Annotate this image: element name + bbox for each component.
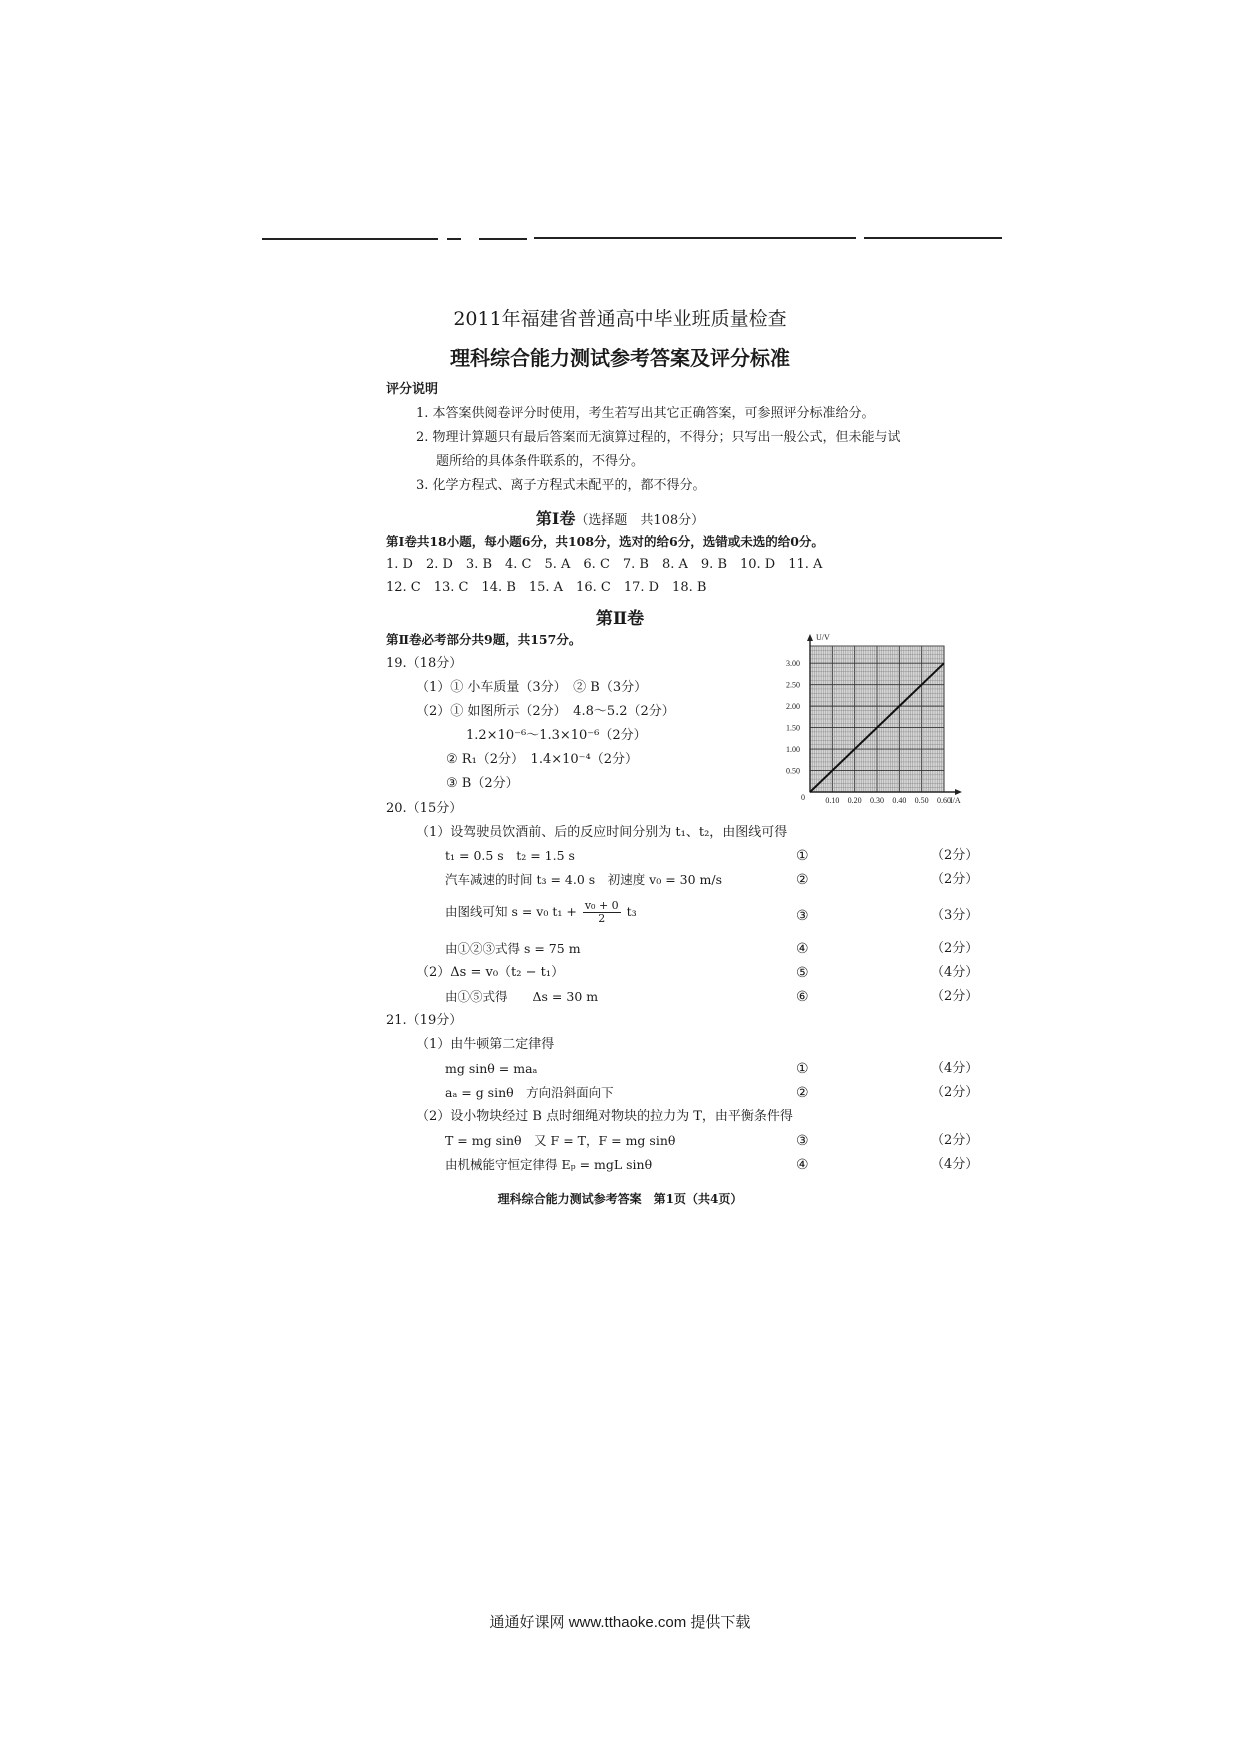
y-tick-label: 1.00 — [786, 745, 800, 755]
origin-label: 0 — [801, 793, 805, 802]
q21-part-2: （2）设小物块经过 B 点时细绳对物块的拉力为 T，由平衡条件得 — [416, 1109, 793, 1124]
y-tick-label: 1.50 — [786, 723, 800, 733]
q19-line-4: ② R₁（2分） 1.4×10⁻⁴（2分） — [446, 752, 639, 767]
document-subtitle: 理科综合能力测试参考答案及评分标准 — [450, 346, 790, 370]
q20-eq-1-score: （2分） — [931, 848, 979, 863]
q20-eq-2-score: （2分） — [931, 872, 979, 887]
q21-part-1: （1）由牛顿第二定律得 — [416, 1037, 555, 1052]
x-axis-label: I/A — [950, 796, 961, 805]
q21-eq-4: 由机械能守恒定律得 Eₚ = mgL sinθ — [445, 1157, 653, 1172]
y-tick-label: 3.00 — [786, 659, 800, 669]
q20-eq-4-number: ④ — [796, 941, 809, 957]
q21-eq-1-number: ① — [796, 1061, 809, 1077]
q19-heading: 19.（18分） — [386, 656, 463, 671]
note-item-1: 1. 本答案供阅卷评分时使用，考生若写出其它正确答案，可参照评分标准给分。 — [416, 406, 875, 421]
q20-eq-3-number: ③ — [796, 908, 809, 924]
q21-eq-1: mg sinθ = maₐ — [445, 1061, 538, 1076]
q20-eq-6-number: ⑥ — [796, 989, 809, 1005]
volume-2-title: 第Ⅱ卷 — [595, 609, 645, 629]
answer-row-1: 1. D 2. D 3. B 4. C 5. A 6. C 7. B 8. A 9. B 10. D 11. A — [386, 557, 823, 572]
document-title: 2011年福建省普通高中毕业班质量检查 — [453, 308, 787, 330]
q20-eq-2-number: ② — [796, 872, 809, 888]
x-tick-label: 0.50 — [914, 796, 929, 805]
download-credit: 通通好课网 www.tthaoke.com 提供下载 — [489, 1614, 751, 1631]
q21-eq-3: T = mg sinθ 又 F = T，F = mg sinθ — [445, 1133, 676, 1148]
volume-1-heading — [0, 506, 1240, 529]
q20-heading: 20.（15分） — [386, 801, 463, 816]
graph-grid — [810, 646, 944, 792]
q20-eq-5-number: ⑤ — [796, 965, 809, 981]
q20-part-2: （2）Δs = v₀（t₂ − t₁） — [416, 965, 565, 980]
q21-eq-1-score: （4分） — [931, 1061, 979, 1076]
q20-eq-6: 由①⑤式得 Δs = 30 m — [445, 989, 599, 1004]
y-tick-label: 2.50 — [786, 680, 800, 690]
q20-eq-1-number: ① — [796, 848, 809, 864]
q21-eq-3-score: （2分） — [931, 1133, 979, 1148]
q21-eq-2-number: ② — [796, 1085, 809, 1101]
y-axis-label: U/V — [816, 633, 830, 642]
q20-eq-1: t₁ = 0.5 s t₂ = 1.5 s — [445, 848, 575, 863]
q20-eq-6-score: （2分） — [931, 989, 979, 1004]
x-tick-label: 0.40 — [892, 796, 907, 805]
q20-eq-4: 由①②③式得 s = 75 m — [445, 941, 581, 956]
q19-line-1: （1）① 小车质量（3分） ② B（3分） — [416, 680, 648, 695]
q19-line-5: ③ B（2分） — [446, 776, 519, 791]
q20-eq-5-score: （4分） — [931, 965, 979, 980]
q20-eq-3-rhs: t₃ — [626, 904, 637, 919]
u-i-graph — [780, 628, 970, 806]
note-item-3: 3. 化学方程式、离子方程式未配平的，都不得分。 — [416, 478, 706, 493]
top-rule-segment — [262, 238, 438, 240]
q21-eq-4-number: ④ — [796, 1157, 809, 1173]
q20-eq-3-score: （3分） — [931, 908, 979, 923]
q21-heading: 21.（19分） — [386, 1013, 463, 1028]
volume-1-description: 第Ⅰ卷共18小题，每小题6分，共108分，选对的给6分，选错或未选的给0分。 — [386, 534, 824, 549]
q20-eq-3 — [445, 900, 637, 925]
q20-eq-2: 汽车减速的时间 t₃ = 4.0 s 初速度 v₀ = 30 m/s — [445, 872, 723, 887]
q21-eq-2-score: （2分） — [931, 1085, 979, 1100]
x-tick-label: 0.20 — [847, 796, 862, 805]
q20-eq-3-lhs: 由图线可知 s = v₀ t₁ + — [445, 904, 577, 919]
q21-eq-4-score: （4分） — [931, 1157, 979, 1172]
fraction-denominator: 2 — [598, 912, 606, 925]
volume-1-title: 第Ⅰ卷 — [535, 509, 576, 528]
top-rule-segment — [447, 238, 461, 240]
q21-eq-3-number: ③ — [796, 1133, 809, 1149]
q20-eq-3-fraction — [583, 900, 621, 925]
y-tick-label: 2.00 — [786, 702, 800, 712]
q19-line-3: 1.2×10⁻⁶～1.3×10⁻⁶（2分） — [466, 728, 647, 743]
x-tick-label: 0.60 — [937, 796, 951, 805]
notes-heading: 评分说明 — [386, 382, 439, 397]
top-rule-segment — [864, 237, 1002, 239]
answer-row-2: 12. C 13. C 14. B 15. A 16. C 17. D 18. B — [386, 580, 707, 595]
y-tick-label: 0.50 — [786, 766, 800, 776]
top-rule-segment — [534, 237, 856, 239]
top-rule-segment — [479, 238, 527, 240]
q20-part-1: （1）设驾驶员饮酒前、后的反应时间分别为 t₁、t₂，由图线可得 — [416, 825, 788, 840]
note-item-2: 2. 物理计算题只有最后答案而无演算过程的，不得分；只写出一般公式，但未能与试 — [416, 430, 901, 445]
x-tick-label: 0.10 — [825, 796, 840, 805]
q19-line-2: （2）① 如图所示（2分） 4.8～5.2（2分） — [416, 704, 675, 719]
fraction-numerator: v₀ + 0 — [584, 899, 619, 912]
page-footer: 理科综合能力测试参考答案 第1页（共4页） — [497, 1192, 743, 1206]
note-item-2-cont: 题所给的具体条件联系的，不得分。 — [436, 454, 645, 469]
x-tick-label: 0.30 — [870, 796, 884, 805]
q20-eq-4-score: （2分） — [931, 941, 979, 956]
volume-2-description: 第Ⅱ卷必考部分共9题，共157分。 — [386, 632, 582, 647]
volume-1-subtitle: （选择题 共108分） — [575, 513, 705, 528]
q21-eq-2: aₐ = g sinθ 方向沿斜面向下 — [445, 1085, 614, 1100]
